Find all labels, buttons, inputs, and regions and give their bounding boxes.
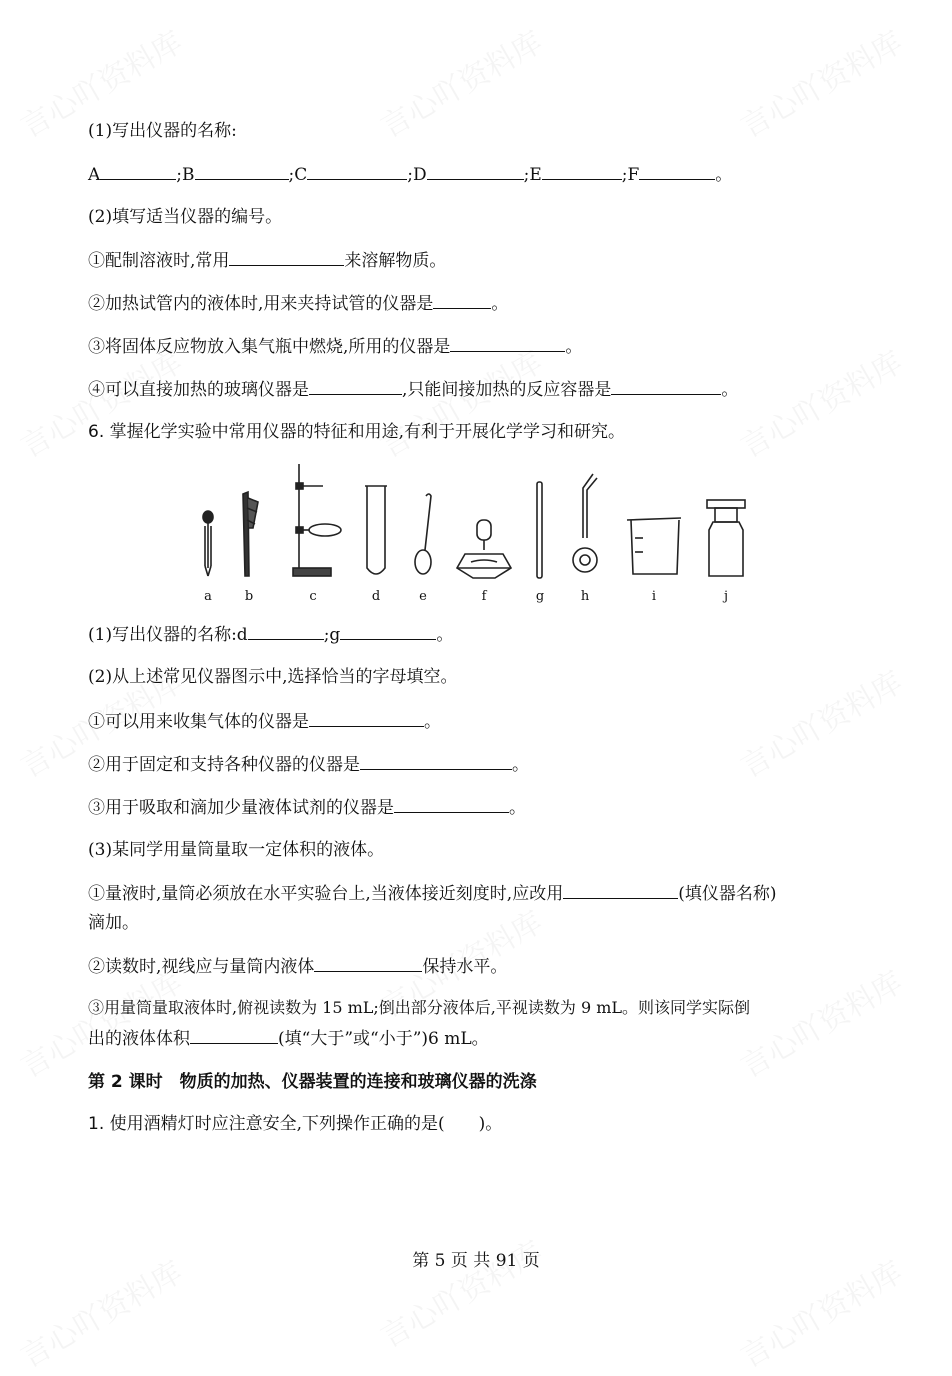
label-c: ;C xyxy=(288,165,308,185)
label-a: A xyxy=(88,165,101,185)
item2 xyxy=(88,292,508,315)
q6-sub3-item3-line2 xyxy=(88,1027,489,1050)
label-b: ;B xyxy=(176,165,195,185)
label-end: 。 xyxy=(715,165,733,185)
q6-sub1-text: (1)写出仪器的名称:d xyxy=(88,625,248,645)
test-tube-holder-b-icon xyxy=(243,492,258,576)
blank-b[interactable] xyxy=(195,163,289,180)
q6-sub1 xyxy=(88,623,453,646)
test-tube-d-icon xyxy=(365,486,387,574)
item4-text-end: 。 xyxy=(721,380,739,400)
q6-sub2-item1-blank[interactable] xyxy=(309,710,424,727)
blank-e[interactable] xyxy=(542,163,622,180)
watermark-text xyxy=(731,18,909,146)
q6-sub2-item1 xyxy=(88,710,441,733)
item3-blank[interactable] xyxy=(450,335,565,352)
lesson2-heading: 第 2 课时 物质的加热、仪器装置的连接和玻璃仪器的洗涤 xyxy=(88,1072,537,1092)
q6-sub2-item2-text: ②用于固定和支持各种仪器的仪器是 xyxy=(88,755,360,775)
item2-blank[interactable] xyxy=(433,292,491,309)
q6-sub3-item2 xyxy=(88,955,507,978)
watermark-text xyxy=(371,18,549,146)
instruments-figure xyxy=(185,458,765,608)
q6-sub3-item3-text: 出的液体体积 xyxy=(88,1029,190,1049)
figure-label-g: g xyxy=(535,589,545,604)
item3-text: ③将固体反应物放入集气瓶中燃烧,所用的仪器是 xyxy=(88,337,451,357)
q6-sub2-item1-end: 。 xyxy=(424,712,441,732)
crucible-tongs-h-icon xyxy=(573,474,597,572)
item3 xyxy=(88,335,582,358)
label-d: ;D xyxy=(407,165,427,185)
item4-text: ④可以直接加热的玻璃仪器是 xyxy=(88,380,309,400)
q6-stem-text: 掌握化学实验中常用仪器的特征和用途,有利于开展化学学习和研究。 xyxy=(109,422,626,442)
lesson2-q1-text: 使用酒精灯时应注意安全,下列操作正确的是( )。 xyxy=(109,1114,503,1134)
q6-sub2-title: (2)从上述常见仪器图示中,选择恰当的字母填空。 xyxy=(88,667,458,687)
item2-text: ②加热试管内的液体时,用来夹持试管的仪器是 xyxy=(88,294,434,314)
figure-label-h: h xyxy=(580,589,590,604)
q6-sub3-item1 xyxy=(88,882,776,905)
q6-sub2-item2-end: 。 xyxy=(512,755,529,775)
item4-blank2[interactable] xyxy=(611,378,721,395)
reagent-bottle-j-icon xyxy=(707,500,745,576)
iron-stand-c-icon xyxy=(293,464,341,576)
lesson2-q1 xyxy=(88,1113,502,1135)
item4-text-mid: ,只能间接加热的反应容器是 xyxy=(402,380,612,400)
q6-stem xyxy=(88,421,625,443)
figure-label-b: b xyxy=(244,589,254,604)
item4 xyxy=(88,378,738,401)
figure-label-d: d xyxy=(371,589,381,604)
q6-number: 6. xyxy=(88,422,105,442)
q6-sub1-text-end: 。 xyxy=(436,625,454,645)
q6-sub2-item3 xyxy=(88,796,526,819)
q6-sub3-item2-end: 保持水平。 xyxy=(422,957,508,977)
lesson2-q1-number: 1. xyxy=(88,1114,105,1134)
q6-sub3-item1-blank[interactable] xyxy=(563,882,678,899)
q6-sub3-item1-text: ①量液时,量筒必须放在水平实验台上,当液体接近刻度时,应改用 xyxy=(88,884,564,904)
item1-text: ①配制溶液时,常用 xyxy=(88,251,230,271)
label-e: ;E xyxy=(523,165,542,185)
watermark-text xyxy=(731,958,909,1086)
alcohol-lamp-f-icon xyxy=(457,520,511,578)
q6-sub3-item1-end: (填仪器名称) xyxy=(678,884,777,904)
q1-blanks-row xyxy=(88,163,732,186)
blank-a[interactable] xyxy=(100,163,176,180)
item3-text-end: 。 xyxy=(565,337,583,357)
q6-sub2-item3-end: 。 xyxy=(509,798,526,818)
q6-sub1-text-mid: ;g xyxy=(323,625,341,645)
item1 xyxy=(88,249,446,272)
spoon-e-icon xyxy=(415,494,431,574)
q6-sub2-item2 xyxy=(88,753,529,776)
blank-d[interactable] xyxy=(427,163,524,180)
q6-sub2-item3-text: ③用于吸取和滴加少量液体试剂的仪器是 xyxy=(88,798,394,818)
figure-label-f: f xyxy=(481,589,487,604)
item2-text-end: 。 xyxy=(491,294,509,314)
q6-sub3-item1-line2: 滴加。 xyxy=(88,913,139,933)
q6-sub3-item3-end: (填“大于”或“小于”)6 mL。 xyxy=(278,1029,489,1049)
q6-sub3-item2-text: ②读数时,视线应与量筒内液体 xyxy=(88,957,315,977)
figure-label-a: a xyxy=(204,589,212,604)
q6-sub3-item2-blank[interactable] xyxy=(314,955,422,972)
q6-sub3-item3-blank[interactable] xyxy=(190,1027,278,1044)
q1-title: (1)写出仪器的名称: xyxy=(88,121,237,141)
watermark-text xyxy=(731,658,909,786)
q2-title: (2)填写适当仪器的编号。 xyxy=(88,207,283,227)
q6-sub1-blank-d[interactable] xyxy=(248,623,324,640)
beaker-i-icon xyxy=(627,518,681,574)
figure-label-e: e xyxy=(419,589,427,604)
blank-c[interactable] xyxy=(307,163,407,180)
q6-sub2-item2-blank[interactable] xyxy=(360,753,512,770)
q6-sub1-blank-g[interactable] xyxy=(340,623,436,640)
dropper-a-icon xyxy=(203,511,213,576)
figure-label-i: i xyxy=(651,589,657,604)
item4-blank1[interactable] xyxy=(309,378,402,395)
q6-sub3-title: (3)某同学用量筒量取一定体积的液体。 xyxy=(88,840,385,860)
page-footer: 第 5 页 共 91 页 xyxy=(412,1251,540,1271)
item1-text-end: 来溶解物质。 xyxy=(344,251,447,271)
label-f: ;F xyxy=(621,165,640,185)
q6-sub3-item3-line1: ③用量筒量取液体时,俯视读数为 15 mL;倒出部分液体后,平视读数为 9 mL。则该同学实际倒 xyxy=(88,998,751,1017)
figure-label-c: c xyxy=(309,589,317,604)
blank-f[interactable] xyxy=(639,163,715,180)
glass-rod-g-icon xyxy=(537,482,542,578)
item1-blank[interactable] xyxy=(229,249,344,266)
figure-label-j: j xyxy=(723,589,729,604)
q6-sub2-item1-text: ①可以用来收集气体的仪器是 xyxy=(88,712,309,732)
q6-sub2-item3-blank[interactable] xyxy=(394,796,509,813)
watermark-text xyxy=(731,338,909,466)
